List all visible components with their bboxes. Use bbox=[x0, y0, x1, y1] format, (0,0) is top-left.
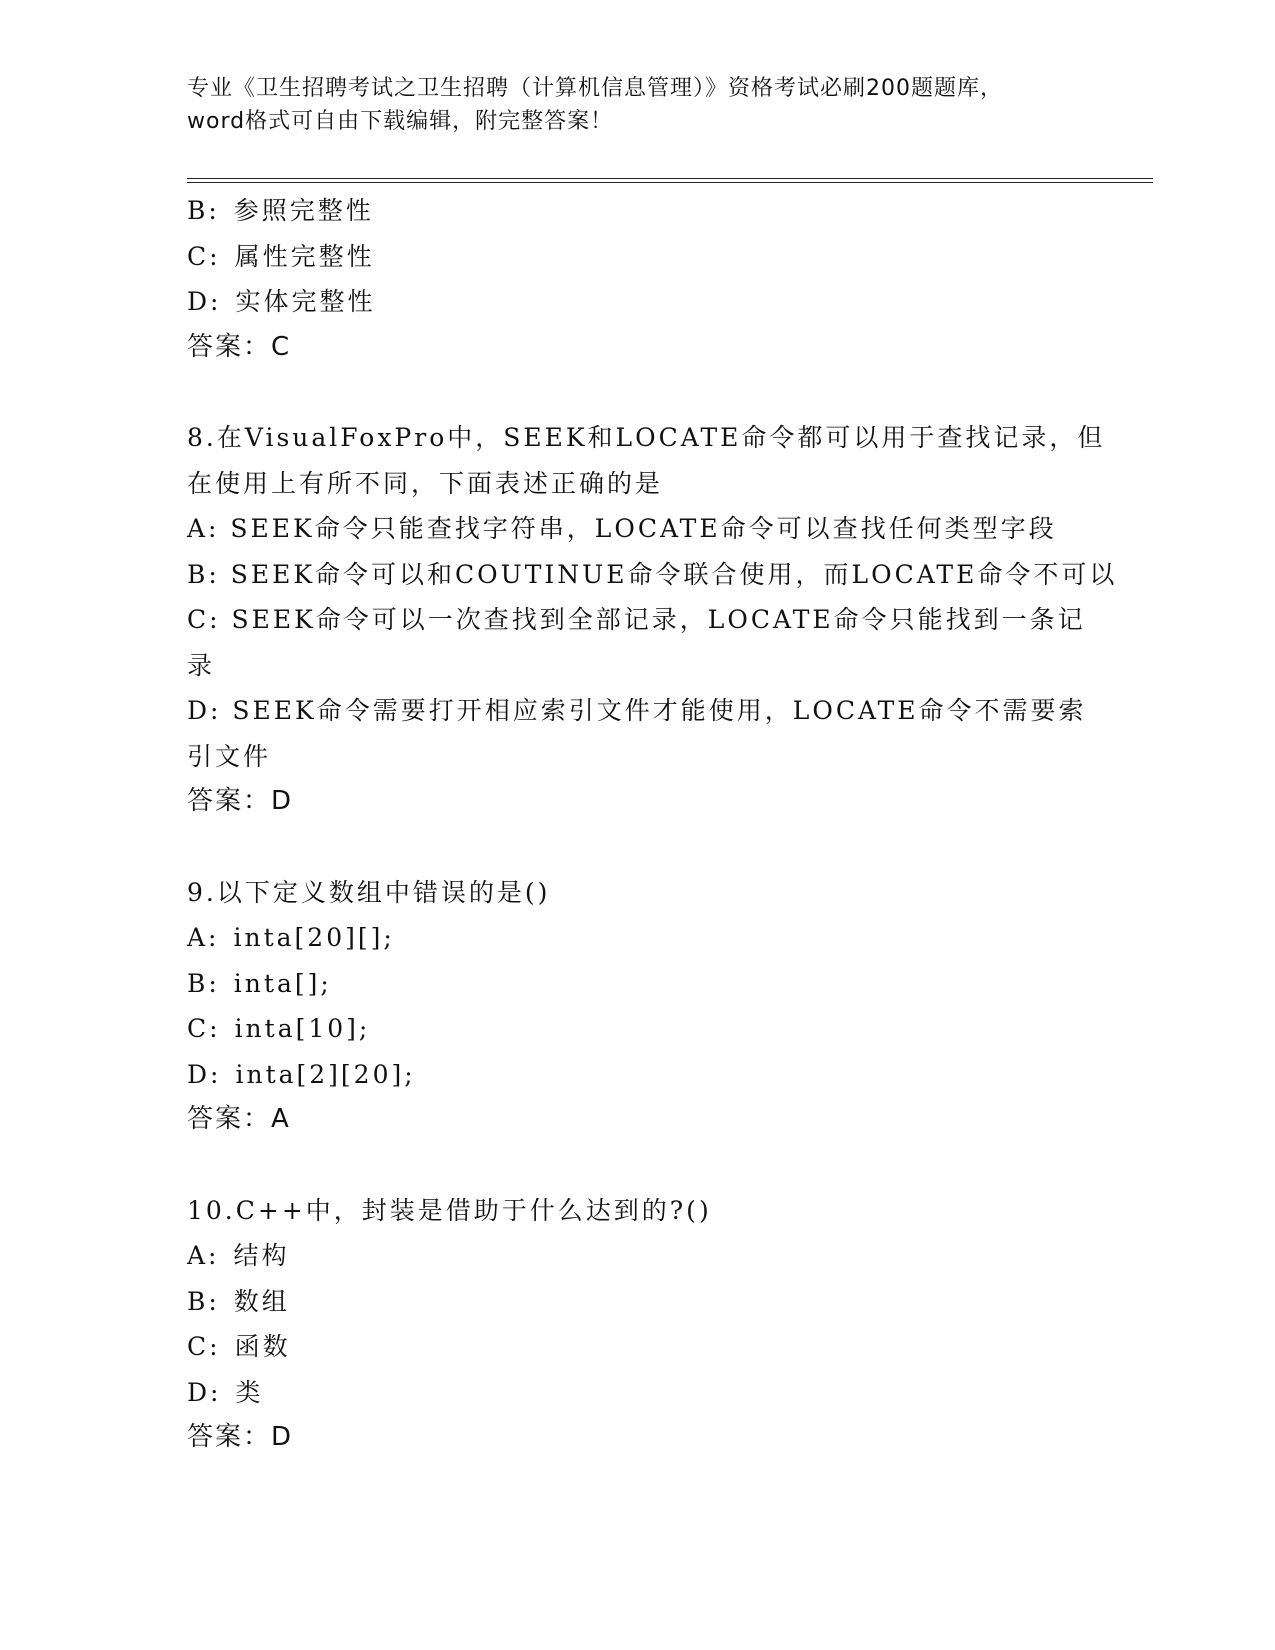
option-text: 函数 bbox=[234, 1332, 291, 1361]
option-c-line-1: C: SEEK命令可以一次查找到全部记录，LOCATE命令只能找到一条记 bbox=[187, 605, 1086, 634]
option-text: 类 bbox=[235, 1377, 264, 1407]
option-a bbox=[187, 915, 1087, 961]
option-label: B: bbox=[187, 196, 220, 225]
option-label: A: bbox=[187, 923, 220, 952]
option-a: A: SEEK命令只能查找字符串，LOCATE命令可以查找任何类型字段 bbox=[187, 514, 1057, 543]
header-divider-top bbox=[187, 178, 1153, 179]
option-b bbox=[187, 1279, 1087, 1325]
option-label: D: bbox=[187, 287, 222, 316]
option-c bbox=[187, 1324, 1087, 1370]
option-b bbox=[187, 188, 1087, 234]
option-c bbox=[187, 1006, 1087, 1052]
option-text: 结构 bbox=[233, 1241, 290, 1270]
option-label: C: bbox=[187, 1014, 221, 1043]
option-label: D: bbox=[187, 1059, 222, 1089]
header-line-1: 专业《卫生招聘考试之卫生招聘（计算机信息管理）》资格考试必刷200题题库， bbox=[187, 76, 1003, 101]
question-stem: 9.以下定义数组中错误的是() bbox=[187, 877, 551, 907]
spacer bbox=[187, 825, 1087, 870]
option-d bbox=[187, 1370, 1087, 1416]
question-10 bbox=[187, 1188, 1087, 1461]
option-d-line-1: D: SEEK命令需要打开相应索引文件才能使用，LOCATE命令不需要索 bbox=[187, 696, 1087, 725]
document-header bbox=[187, 72, 1087, 138]
header-line-2: word格式可自由下载编辑，附完整答案！ bbox=[187, 109, 614, 134]
question-stem-line-1: 8.在VisualFoxPro中，SEEK和LOCATE命令都可以用于查找记录，但 bbox=[187, 423, 1106, 452]
option-text: 参照完整性 bbox=[233, 196, 374, 225]
question-list bbox=[187, 188, 1118, 1461]
option-label: A: bbox=[187, 1241, 220, 1270]
option-label: B: bbox=[187, 1286, 220, 1316]
option-text: 数组 bbox=[233, 1286, 290, 1316]
answer-line: 答案：A bbox=[187, 1104, 291, 1134]
option-text: inta[20][]; bbox=[233, 923, 395, 952]
option-b: B: SEEK命令可以和COUTINUE命令联合使用，而LOCATE命令不可以 bbox=[187, 559, 1118, 589]
option-text: inta[10]; bbox=[234, 1014, 371, 1043]
option-d-line-2: 引文件 bbox=[187, 741, 272, 771]
question-7 bbox=[187, 188, 1087, 370]
option-label: B: bbox=[187, 968, 220, 998]
option-a bbox=[187, 1233, 1087, 1279]
answer-line: 答案：D bbox=[187, 786, 294, 816]
header-divider-bottom bbox=[187, 182, 1153, 183]
option-text: inta[2][20]; bbox=[235, 1059, 416, 1089]
question-stem-line-2: 在使用上有所不同，下面表述正确的是 bbox=[187, 468, 664, 498]
spacer bbox=[187, 370, 1087, 415]
spacer bbox=[187, 1143, 1087, 1188]
option-d bbox=[187, 1052, 1087, 1098]
option-text: inta[]; bbox=[233, 968, 332, 998]
option-label: C: bbox=[187, 241, 221, 271]
option-label: C: bbox=[187, 1332, 221, 1361]
answer-line: 答案：D bbox=[187, 1422, 294, 1452]
option-label: D: bbox=[187, 1377, 222, 1407]
option-b bbox=[187, 961, 1087, 1007]
option-d bbox=[187, 279, 1087, 325]
option-text: 属性完整性 bbox=[234, 241, 375, 271]
question-8 bbox=[187, 415, 1118, 825]
option-c-line-2: 录 bbox=[187, 650, 216, 680]
option-text: 实体完整性 bbox=[235, 287, 376, 316]
answer-line: 答案：C bbox=[187, 331, 292, 362]
option-c bbox=[187, 234, 1087, 280]
question-9 bbox=[187, 870, 1087, 1143]
question-stem: 10.C++中，封装是借助于什么达到的?() bbox=[187, 1195, 712, 1225]
